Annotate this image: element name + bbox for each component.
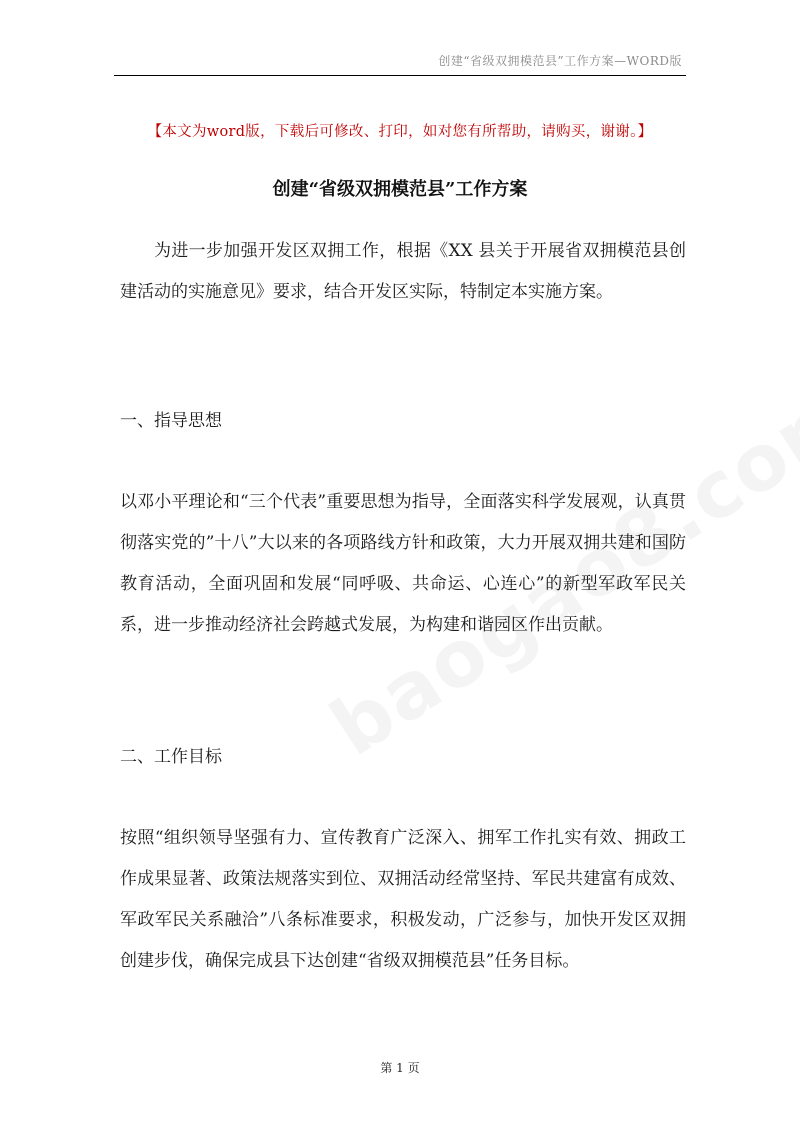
document-title: 创建“省级双拥模范县”工作方案 xyxy=(272,179,528,200)
page-number: 第 1 页 xyxy=(380,1061,420,1075)
section-body-2: 按照“组织领导坚强有力、宣传教育广泛深入、拥军工作扎实有效、拥政工作成果显著、政策法规落实到位、双拥活动经常坚持、军民共建富有成效、军政军民关系融洽”八条标准要求，积极发动，广泛参与，加快开发区双拥创建步伐，确保完成县下达创建“省级双拥模范县”任务目标。 xyxy=(120,828,686,971)
section-heading-1: 一、指导思想 xyxy=(120,411,222,431)
header-divider xyxy=(114,75,686,76)
section-body-1: 以邓小平理论和“三个代表”重要思想为指导，全面落实科学发展观，认真贯彻落实党的”十八”大以来的各项路线方针和政策，大力开展双拥共建和国防教育活动，全面巩固和发展“同呼吸、共命运、心连心”的新型军政军民关系，进一步推动经济社会跨越式发展，为构建和谐园区作出贡献。 xyxy=(120,492,686,635)
section-heading-2: 二、工作目标 xyxy=(120,747,222,767)
running-header: 创建“省级双拥模范县”工作方案—WORD版 xyxy=(438,54,682,68)
purchase-notice: 【本文为word版，下载后可修改、打印，如对您有所帮助，请购买，谢谢。】 xyxy=(147,124,653,140)
intro-paragraph: 为进一步加强开发区双拥工作，根据《XX 县关于开展省双拥模范县创建活动的实施意见》要求，结合开发区实际，特制定本实施方案。 xyxy=(120,241,686,302)
watermark xyxy=(280,372,800,829)
